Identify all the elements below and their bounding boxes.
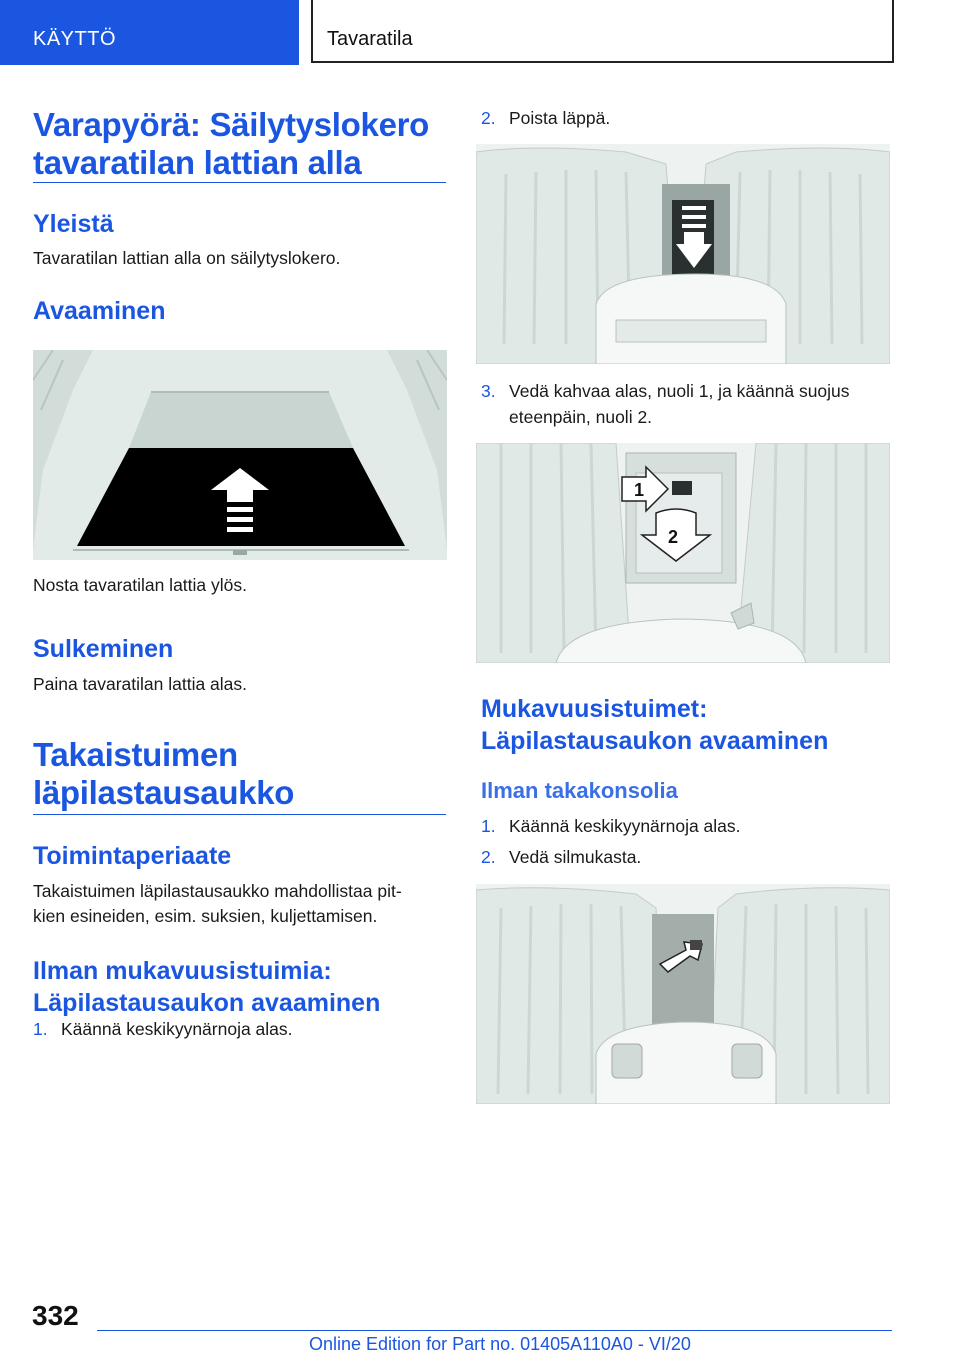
text-yleista: Tavaratilan lattian alla on säilytyslokero.	[33, 248, 341, 268]
page-number: 332	[32, 1300, 79, 1331]
figure-remove-flap	[476, 144, 890, 364]
heading-line: Läpilastausaukon avaaminen	[33, 989, 381, 1017]
subheading-takakonsoli: Ilman takakonsolia	[481, 778, 678, 803]
text-toiminta	[33, 879, 402, 929]
list-text: Vedä kahvaa alas, nuoli 1, ja käännä suojus	[509, 381, 850, 401]
title-line: Takaistuimen	[33, 736, 238, 773]
heading-line: Läpilastausaukon avaaminen	[481, 727, 829, 755]
figure-handle-cover	[476, 443, 890, 663]
list-number: 3.	[481, 381, 496, 401]
heading-toiminta: Toimintaperiaate	[33, 842, 232, 870]
list-number: 2.	[481, 108, 496, 128]
heading-ilman-mukavuus	[33, 955, 380, 1019]
figure-label-1: 1	[634, 480, 645, 500]
heading-line: Mukavuusistuimet:	[481, 695, 708, 723]
list-number: 2.	[481, 847, 496, 867]
heading-line: Ilman mukavuusistuimia:	[33, 957, 332, 985]
heading-avaaminen: Avaaminen	[33, 297, 166, 325]
list-number: 1.	[481, 816, 496, 836]
title-spare-wheel	[33, 106, 429, 182]
chapter-label: Tavaratila	[327, 28, 413, 50]
text-line: Takaistuimen läpilastausaukko mahdollistaa pit-	[33, 881, 402, 901]
title-through-loading	[33, 736, 294, 812]
list-text: Käännä keskikyynärnoja alas.	[61, 1019, 293, 1039]
figure-pull-loop	[476, 884, 890, 1104]
title-rule	[33, 814, 446, 815]
list-number: 1.	[33, 1019, 48, 1039]
list-text: Käännä keskikyynärnoja alas.	[509, 816, 741, 836]
figure-label-2: 2	[668, 527, 679, 547]
list-text: Poista läppä.	[509, 108, 611, 128]
footer-edition: Online Edition for Part no. 01405A110A0 - VI/20	[309, 1334, 691, 1354]
text-sulkeminen: Paina tavaratilan lattia alas.	[33, 674, 248, 694]
section-label: KÄYTTÖ	[33, 28, 117, 50]
heading-mukavuus	[481, 693, 828, 757]
figure-trunk-floor	[33, 350, 447, 560]
title-line: Varapyörä: Säilytyslokero	[33, 106, 430, 143]
list-text: Vedä silmukasta.	[509, 847, 642, 867]
text-line: kien esineiden, esim. suksien, kuljettamisen.	[33, 906, 378, 926]
title-line: tavaratilan lattian alla	[33, 144, 362, 181]
section-tab	[0, 0, 299, 65]
title-line: läpilastausaukko	[33, 774, 295, 811]
list-text: eteenpäin, nuoli 2.	[509, 407, 653, 427]
text-avaaminen: Nosta tavaratilan lattia ylös.	[33, 575, 247, 595]
chapter-tab	[311, 0, 894, 63]
title-rule	[33, 182, 446, 183]
heading-sulkeminen: Sulkeminen	[33, 635, 174, 663]
footer-rule	[97, 1330, 892, 1331]
heading-yleista: Yleistä	[33, 210, 114, 238]
